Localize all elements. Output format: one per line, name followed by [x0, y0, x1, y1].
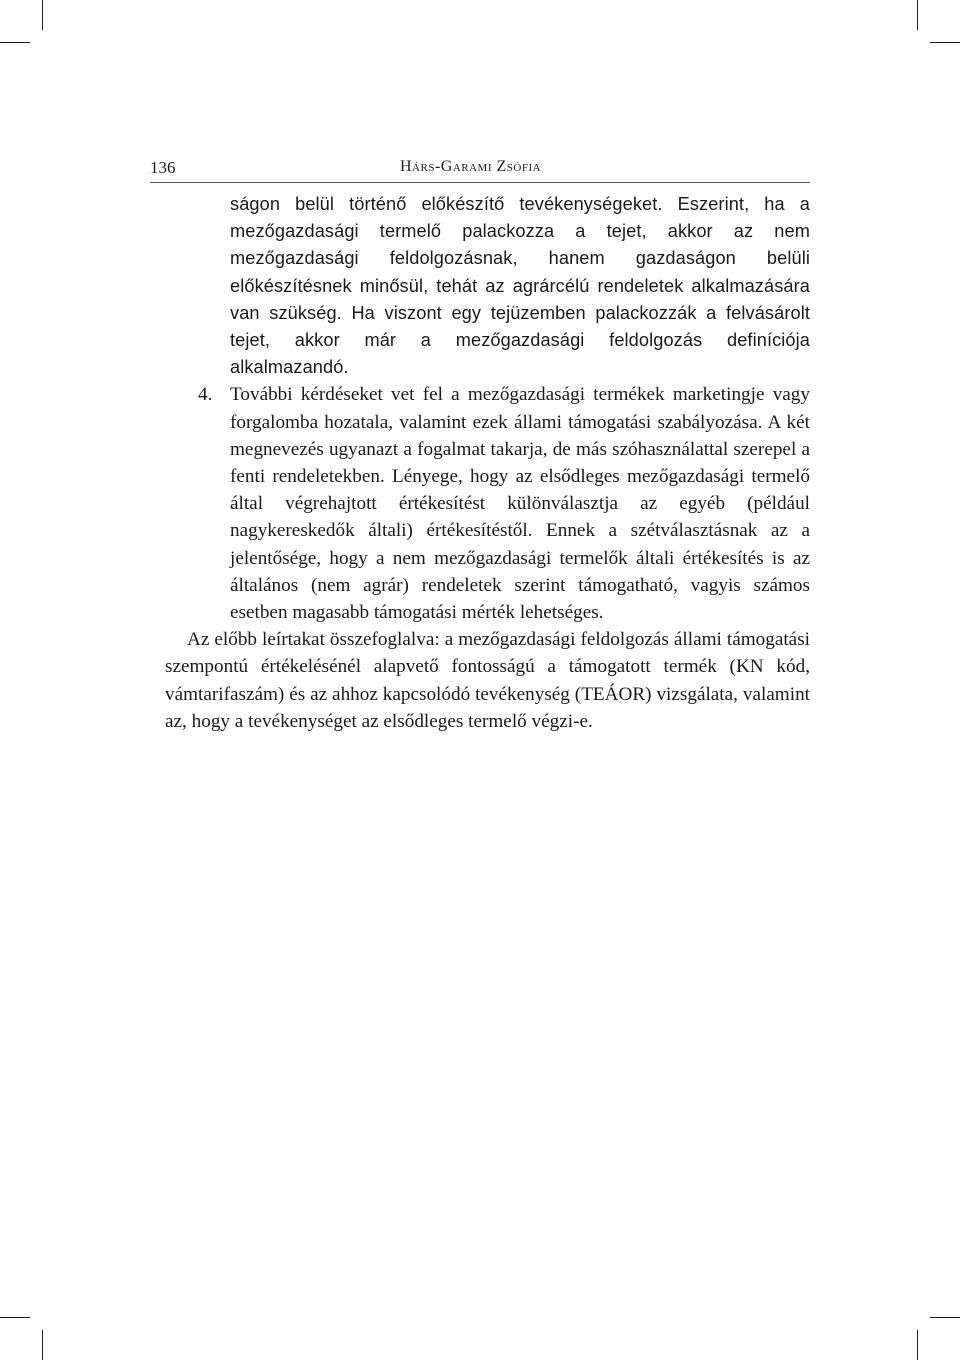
list-item-number: 4. — [198, 384, 213, 406]
indented-block — [198, 191, 810, 626]
crop-mark-top-left-horizontal — [0, 42, 30, 43]
page-body — [165, 191, 810, 735]
running-head: Hárs-Garami Zsófia — [400, 158, 542, 175]
list-item-4 — [198, 381, 810, 626]
crop-mark-top-right-vertical — [917, 0, 918, 30]
crop-mark-top-left-vertical — [42, 0, 43, 30]
crop-mark-top-right-horizontal — [930, 42, 960, 43]
summary-paragraph: Az előbb leírtakat összefoglalva: a mezőgazdasági feldolgozás állami támogatási szempontú értékelésénél alapvető fontosságú a támogatott termék (KN kód, vámtarifaszám) és az ahhoz kapcsolódó tevékenység (TEÁOR) vizsgálata, valamint az, hogy a tevékenységet az elsődleges termelő végzi-e. — [165, 629, 810, 732]
page-header — [150, 158, 810, 183]
continuation-paragraph: ságon belül történő előkészítő tevékenységeket. Eszerint, ha a mezőgazdasági termelő palackozza a tejet, akkor az nem mezőgazdasági feldolgozásnak, hanem gazdaságon belüli előkészítésnek minősül, tehát az agrárcélú rendeletek alkalmazására van szükség. Ha viszont egy tejüzemben palackozzák a felvásárolt tejet, akkor már a mezőgazdasági feldolgozás definíciója alkalmazandó. — [230, 194, 810, 378]
list-item-text: További kérdéseket vet fel a mezőgazdasági termékek marketingje vagy forgalomba hozatala, valamint ezek állami támogatási szabályozása. A két megnevezés ugyanazt a fogalmat takarja, de más szóhasználattal szerepel a fenti rendeletekben. Lényege, hogy az elsődleges mezőgazdasági termelő által végrehajtott értékesítést különválasztja az egyéb (például nagykereskedők általi) értékesítéstől. Ennek a szétválasztásnak az a jelentősége, hogy a nem mezőgazdasági termelők általi értékesítés is az általános (nem agrár) rendeletek szerint támogatható, vagyis számos esetben magasabb támogatási mérték lehetséges. — [230, 384, 810, 624]
crop-mark-bottom-right-horizontal — [930, 1317, 960, 1318]
page-number: 136 — [150, 158, 176, 177]
crop-mark-bottom-left-horizontal — [0, 1317, 30, 1318]
crop-mark-bottom-right-vertical — [917, 1330, 918, 1360]
crop-mark-bottom-left-vertical — [42, 1330, 43, 1360]
